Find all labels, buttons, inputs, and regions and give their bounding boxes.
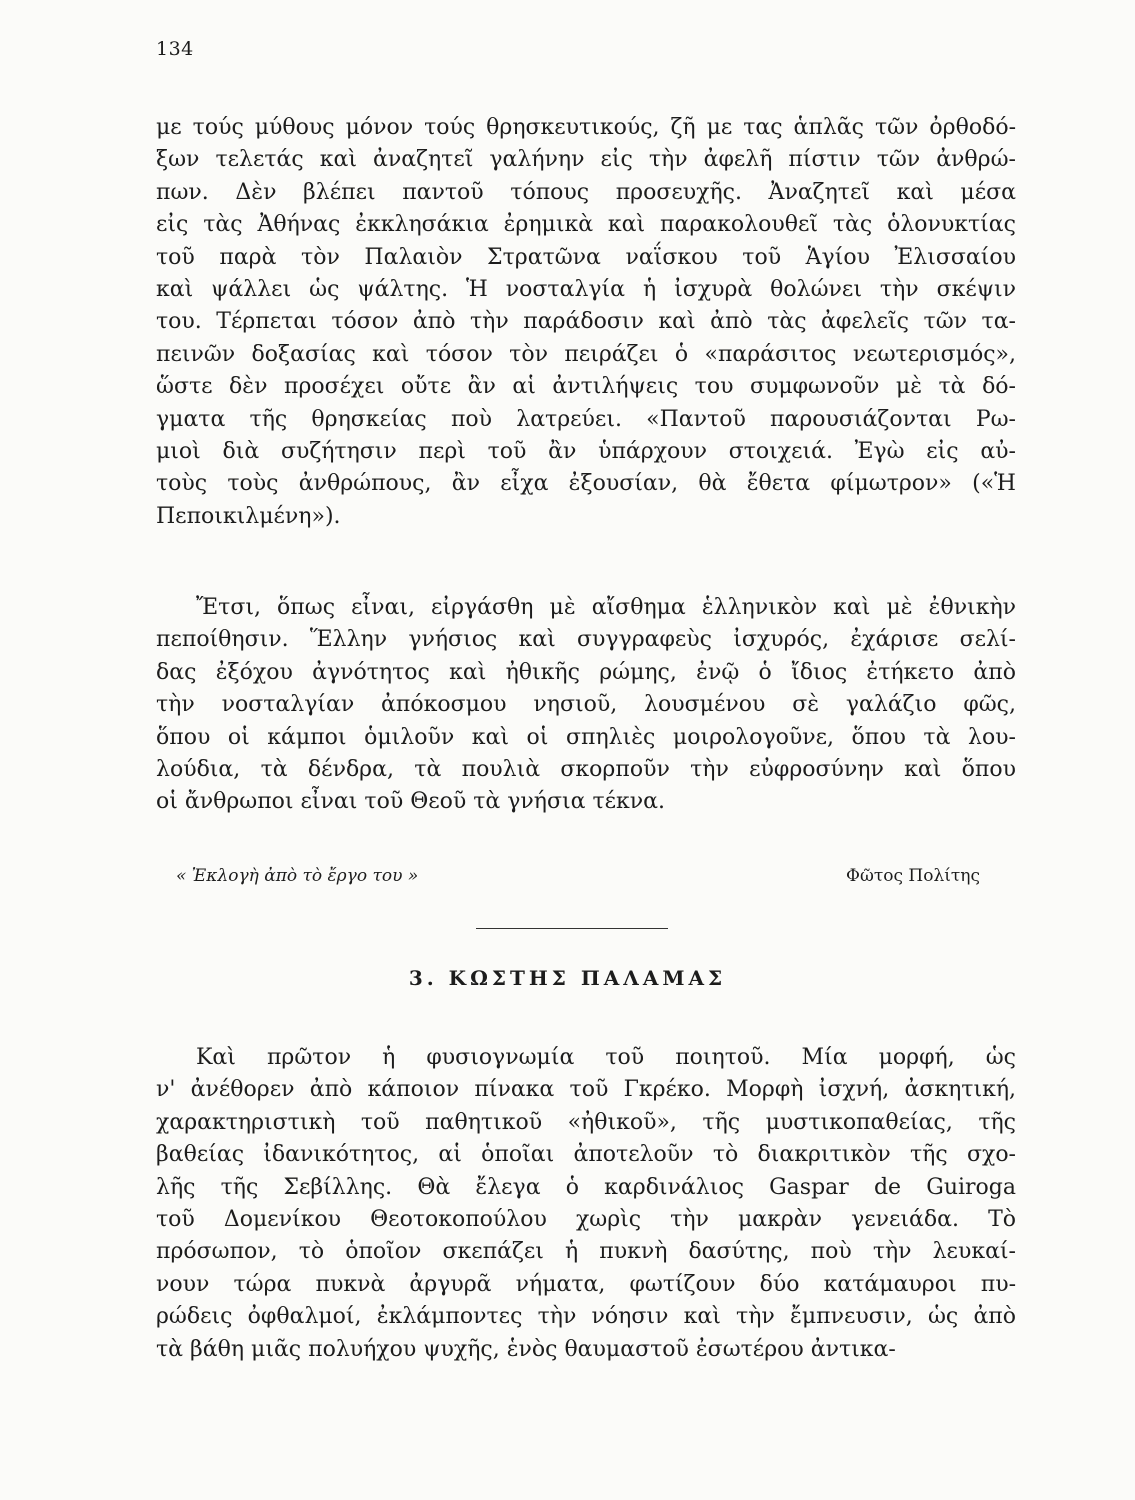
text-line: οἱ ἄνθρωποι εἶναι τοῦ Θεοῦ τὰ γνήσια τέκνα. xyxy=(156,789,665,815)
text-line: χαρακτηριστικὴ τοῦ παθητικοῦ «ἠθικοῦ», τῆς μυστικοπαθείας, τῆς xyxy=(156,1109,1016,1135)
text-line: δας ἐξόχου ἀγνότητος καὶ ἠθικῆς ρώμης, ἐνῷ ὁ ἴδιος ἐτήκετο ἀπὸ xyxy=(156,659,1016,685)
text-line: τὰ βάθη μιᾶς πολυήχου ψυχῆς, ἑνὸς θαυμαστοῦ ἐσωτέρου ἀντικα- xyxy=(156,1336,896,1362)
text-line: πεποίθησιν. Ἕλλην γνήσιος καὶ συγγραφεὺς ἰσχυρός, ἐχάρισε σελί- xyxy=(156,627,1016,653)
section-title: 3. ΚΩΣΤΗΣ ΠΑΛΑΜΑΣ xyxy=(408,966,727,990)
paragraph-2 xyxy=(156,592,1016,819)
text-line: τοὺς τοὺς ἀνθρώπους, ἂν εἶχα ἐξουσίαν, θὰ ἔθετα φίμωτρον» («Ἡ xyxy=(156,471,1016,497)
text-line: πων. Δὲν βλέπει παντοῦ τόπους προσευχῆς. Ἀναζητεῖ καὶ μέσα xyxy=(156,179,1016,205)
text-line: Ἔτσι, ὅπως εἶναι, εἰργάσθη μὲ αἴσθημα ἑλληνικὸν καὶ μὲ ἐθνικὴν xyxy=(196,595,1016,620)
text-line: λούδια, τὰ δένδρα, τὰ πουλιὰ σκορποῦν τὴν εὐφροσύνην καὶ ὅπου xyxy=(156,756,1016,782)
text-line: καὶ ψάλλει ὡς ψάλτης. Ἡ νοσταλγία ἡ ἰσχυρὰ θολώνει τὴν σκέψιν xyxy=(156,276,1016,302)
text-line: ὥστε δὲν προσέχει οὔτε ἂν αἱ ἀντιλήψεις του συμφωνοῦν μὲ τὰ δό- xyxy=(156,374,1016,400)
text-line: πεινῶν δοξασίας καὶ τόσον τὸν πειράζει ὁ «παράσιτος νεωτερισμός», xyxy=(156,341,1016,367)
text-line: γματα τῆς θρησκείας ποὺ λατρεύει. «Παντοῦ παρουσιάζονται Ρω- xyxy=(156,406,1016,432)
text-line: τοῦ Δομενίκου Θεοτοκοπούλου χωρὶς τὴν μακρὰν γενειάδα. Τὸ xyxy=(156,1206,1016,1232)
author-name: Φῶτος Πολίτης xyxy=(846,866,980,886)
paragraph-1 xyxy=(156,112,1016,533)
text-line: πρόσωπον, τὸ ὁποῖον σκεπάζει ἡ πυκνὴ δασύτης, ποὺ τὴν λευκαί- xyxy=(156,1239,1016,1265)
text-line: ν' ἀνέθορεν ἀπὸ κάποιον πίνακα τοῦ Γκρέκο. Μορφὴ ἰσχνή, ἀσκητική, xyxy=(156,1077,1016,1103)
text-line: εἰς τὰς Ἀθήνας ἐκκλησάκια ἐρημικὰ καὶ παρακολουθεῖ τὰς ὁλονυκτίας xyxy=(156,212,1016,238)
text-line: του. Τέρπεται τόσον ἀπὸ τὴν παράδοσιν καὶ ἀπὸ τὰς ἀφελεῖς τῶν τα- xyxy=(156,309,1016,335)
text-line: λῆς τῆς Σεβίλλης. Θὰ ἔλεγα ὁ καρδινάλιος Gaspar de Guiroga xyxy=(156,1174,1016,1200)
text-line: τὴν νοσταλγίαν ἀπόκοσμου νησιοῦ, λουσμένου σὲ γαλάζιο φῶς, xyxy=(156,692,1016,718)
text-line: ρώδεις ὀφθαλμοί, ἐκλάμποντες τὴν νόησιν καὶ τὴν ἔμπνευσιν, ὡς ἀπὸ xyxy=(156,1304,1016,1330)
text-line: ξων τελετάς καὶ ἀναζητεῖ γαλήνην εἰς τὴν ἀφελῆ πίστιν τῶν ἀνθρώ- xyxy=(156,147,1016,173)
text-line: ὅπου οἱ κάμποι ὁμιλοῦν καὶ οἱ σπηλιὲς μοιρολογοῦνε, ὅπου τὰ λου- xyxy=(156,724,1016,750)
text-line: Πεποικιλμένη»). xyxy=(156,503,341,529)
section-divider xyxy=(476,928,668,929)
source-citation: « Ἐκλογὴ ἀπὸ τὸ ἔργο του » xyxy=(176,866,419,886)
page-number: 134 xyxy=(156,38,194,60)
paragraph-3 xyxy=(156,1042,1016,1366)
text-line: με τούς μύθους μόνον τούς θρησκευτικούς, ζῆ με τας ἁπλᾶς τῶν ὀρθοδό- xyxy=(156,115,1016,140)
text-line: Καὶ πρῶτον ἡ φυσιογνωμία τοῦ ποιητοῦ. Μία μορφή, ὡς xyxy=(196,1045,1016,1070)
text-line: τοῦ παρὰ τὸν Παλαιὸν Στρατῶνα ναΐσκου τοῦ Ἁγίου Ἐλισσαίου xyxy=(156,244,1016,270)
text-line: μιοὶ διὰ συζήτησιν περὶ τοῦ ἂν ὑπάρχουν στοιχειά. Ἐγὼ εἰς αὐ- xyxy=(156,438,1016,464)
citation-row xyxy=(160,866,980,886)
text-line: βαθείας ἰδανικότητος, αἱ ὁποῖαι ἀποτελοῦν τὸ διακριτικὸν τῆς σχο- xyxy=(156,1142,1016,1168)
text-line: νουν τώρα πυκνὰ ἀργυρᾶ νήματα, φωτίζουν δύο κατάμαυροι πυ- xyxy=(156,1271,1016,1297)
